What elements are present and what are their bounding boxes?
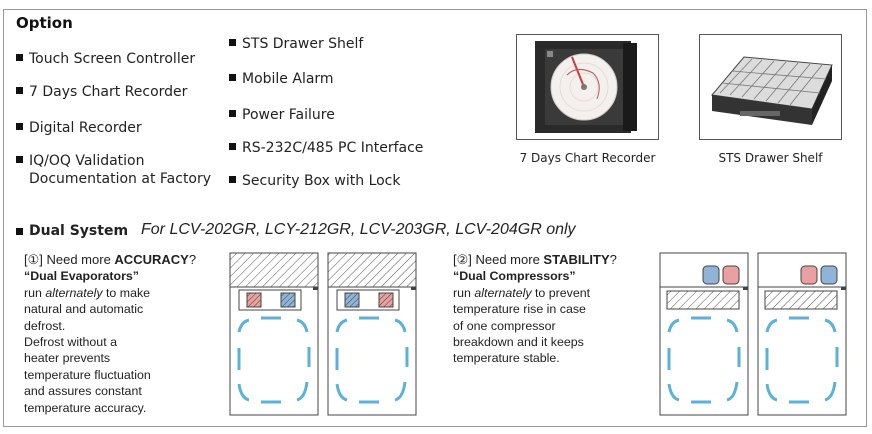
stability-line: breakdown and it keeps — [453, 335, 584, 350]
bullet-square-icon — [16, 228, 23, 235]
bullet-square-icon — [229, 143, 236, 150]
bullet-square-icon — [16, 156, 23, 163]
section-title: Option — [16, 14, 73, 32]
bullet-square-icon — [16, 87, 23, 94]
bullet-square-icon — [229, 39, 236, 46]
drawer-shelf-photo — [699, 34, 842, 140]
dual-evaporator-diagram — [229, 252, 419, 418]
accuracy-quote: “Dual Evaporators” — [24, 269, 139, 284]
accuracy-line: defrost. — [24, 318, 66, 333]
dual-compressor-diagram — [659, 252, 849, 418]
stability-line: temperature stable. — [453, 351, 560, 366]
stability-text-block — [453, 252, 653, 367]
bullet-square-icon — [229, 110, 236, 117]
accuracy-line: heater prevents — [24, 351, 111, 366]
accuracy-heading: [①] Need more ACCURACY? — [24, 252, 197, 267]
stability-quote: “Dual Compressors” — [453, 269, 576, 284]
compressor-cabinet-1 — [660, 253, 748, 415]
accuracy-line1: run alternately to make — [24, 285, 151, 300]
bullet-square-icon — [229, 176, 236, 183]
drawer-shelf-caption: STS Drawer Shelf — [718, 151, 823, 165]
drawer-shelf-image — [700, 35, 841, 139]
accuracy-text-block — [24, 252, 224, 416]
accuracy-line: and assures constant — [24, 384, 142, 399]
bullet-square-icon — [229, 74, 236, 81]
stability-heading: [②] Need more STABILITY? — [453, 252, 617, 267]
compressor-cabinet-2 — [758, 253, 846, 415]
chart-recorder-caption: 7 Days Chart Recorder — [519, 151, 656, 165]
evaporator-cabinet-1 — [230, 253, 318, 415]
chart-recorder-photo — [516, 34, 659, 140]
evaporator-cabinet-2 — [328, 253, 416, 415]
chart-recorder-image — [517, 35, 658, 139]
stability-line: of one compressor — [453, 318, 556, 333]
bullet-square-icon — [16, 123, 23, 130]
dual-system-models: For LCV-202GR, LCY-212GR, LCV-203GR, LCV-204GR only — [141, 221, 576, 238]
accuracy-line: natural and automatic — [24, 302, 144, 317]
stability-line1: run alternately to prevent — [453, 285, 591, 300]
bullet-square-icon — [16, 54, 23, 61]
stability-line: temperature rise in case — [453, 302, 586, 317]
accuracy-line: temperature fluctuation — [24, 367, 151, 382]
accuracy-line: temperature accuracy. — [24, 400, 147, 415]
accuracy-line: Defrost without a — [24, 335, 117, 350]
